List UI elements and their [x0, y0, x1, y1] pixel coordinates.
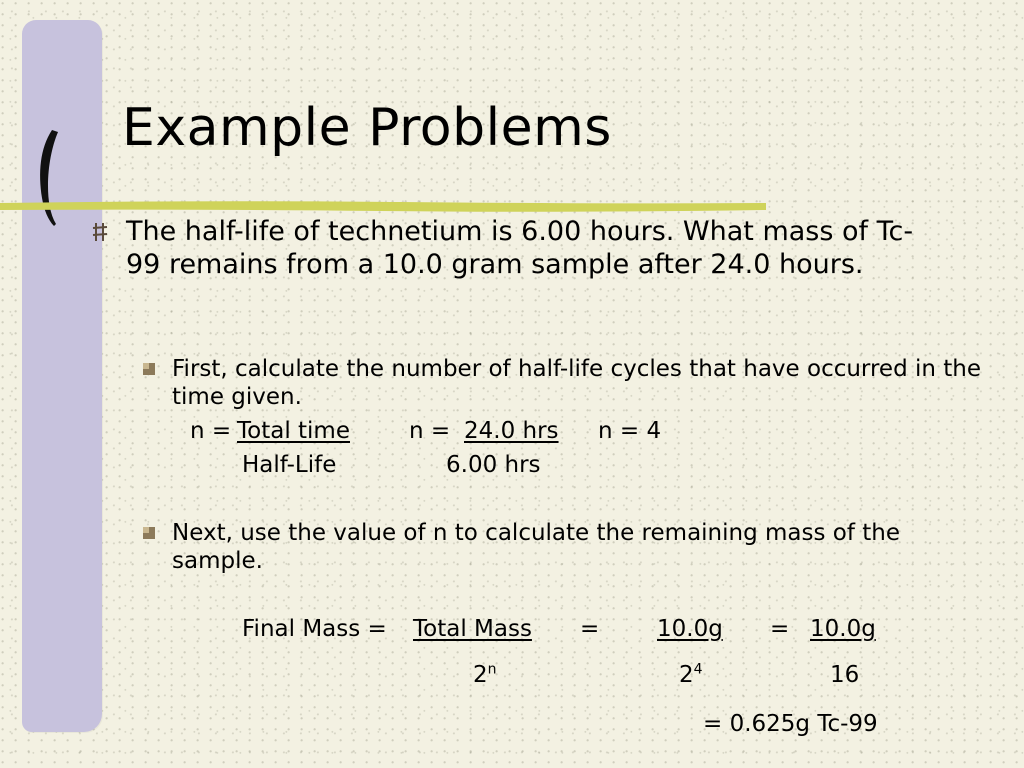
n-equals-label-2: n = [409, 418, 451, 444]
main-bullet-icon [92, 222, 108, 242]
slide-title: Example Problems [122, 98, 612, 158]
two-to-n-denominator [473, 661, 497, 689]
base-2b: 2 [679, 662, 694, 688]
equals-sign-1: = [580, 616, 600, 642]
hours-24-numerator: 24.0 hrs [464, 418, 559, 444]
sub-bullet-icon-2 [142, 526, 156, 540]
mass-numerator-2: 10.0g [810, 616, 876, 642]
main-bullet-text: The half-life of technetium is 6.00 hours. What mass of Tc-99 remains from a 10.0 gram sample after 24.0 hours. [126, 216, 914, 280]
base-2: 2 [473, 662, 488, 688]
equals-sign-2: = [770, 616, 790, 642]
sub-bullet-icon-1 [142, 362, 156, 376]
left-decorative-band [22, 20, 102, 732]
mass-numerator-1: 10.0g [657, 616, 723, 642]
sub-bullet-text-2: Next, use the value of n to calculate the remaining mass of the sample. [172, 520, 901, 574]
final-mass-label: Final Mass = [242, 616, 387, 642]
total-time-numerator: Total time [237, 418, 350, 444]
exponent-4: 4 [693, 661, 703, 678]
final-result: = 0.625g Tc-99 [703, 711, 878, 737]
exponent-n: n [487, 661, 497, 678]
two-to-four-denominator [679, 661, 703, 689]
title-underline-rule [0, 199, 766, 214]
total-mass-numerator: Total Mass [413, 616, 532, 642]
sub-bullet-text-1: First, calculate the number of half-life cycles that have occurred in the time given. [172, 356, 982, 410]
hours-6-denominator: 6.00 hrs [446, 452, 541, 478]
sixteen-denominator: 16 [830, 662, 860, 688]
n-result: n = 4 [598, 418, 662, 444]
half-life-denominator: Half-Life [242, 452, 337, 478]
n-equals-label-1: n = [190, 418, 232, 444]
